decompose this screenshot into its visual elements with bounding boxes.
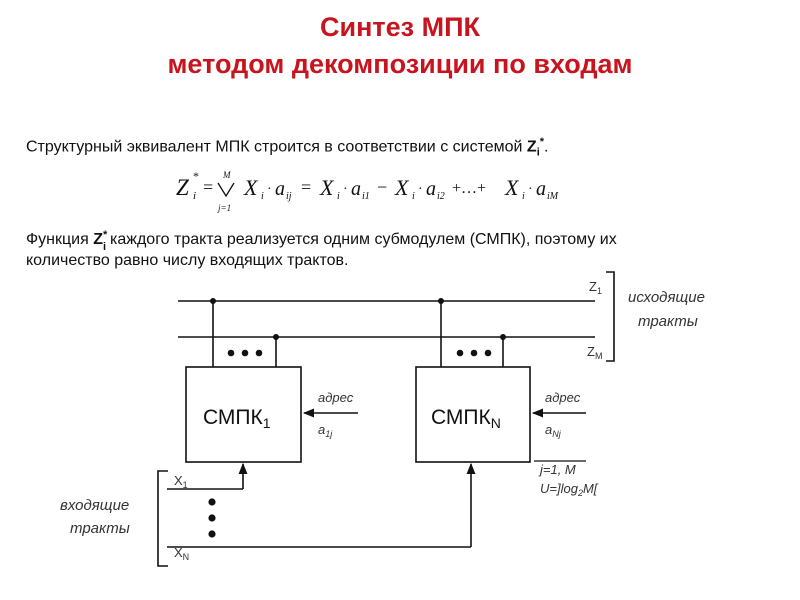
var-z: Z — [526, 138, 537, 156]
var-z-sub: i — [536, 146, 540, 159]
bits-label: $U=]\log_2M$[ — [540, 481, 598, 498]
paragraph-function-pre: Функция — [26, 231, 94, 248]
formula-lhs-sub: i — [193, 190, 197, 202]
ellipsis-dot — [228, 350, 235, 357]
x1-label: $X_1$ — [174, 473, 188, 490]
junction-zm-smpk1 — [273, 334, 279, 340]
ellipsis-dot — [242, 350, 249, 357]
formula-minus: − — [377, 177, 388, 197]
range-label: j=1, M — [540, 462, 576, 477]
period: . — [544, 138, 549, 156]
ellipsis-dot — [457, 350, 464, 357]
formula-lhs-sup: * — [193, 169, 199, 183]
ellipsis-dot — [208, 514, 215, 521]
a1j-label: $a_{1j}$ — [318, 422, 333, 439]
outgoing-brace — [606, 272, 614, 361]
paragraph-structural-text: Структурный эквивалент МПК строится в соответствии с системой — [26, 138, 527, 156]
formula-t1-x-sub: i — [337, 191, 340, 202]
xn-label: $X_N$ — [174, 545, 190, 562]
addr1-label: адрес — [318, 390, 354, 405]
incoming-brace — [158, 471, 168, 566]
paragraph-count: количество равно числу входящих трактов. — [26, 252, 349, 269]
formula-t1-a-sub: i1 — [362, 191, 370, 202]
formula-t2-x: X — [395, 175, 409, 200]
formula-t2-x-sub: i — [412, 191, 415, 202]
formula-term-x-sub: i — [261, 191, 264, 202]
formula-t1-x: X — [320, 175, 334, 200]
ellipsis-dot — [485, 350, 492, 357]
formula-or-bottom: j=1 — [218, 203, 232, 213]
title-line-1: Синтез МПК — [320, 12, 480, 42]
ellipsis-dot — [208, 498, 215, 505]
ellipsis-dot — [471, 350, 478, 357]
junction-zm-smpkn — [500, 334, 506, 340]
formula-plus-dots: +…+ — [452, 180, 487, 197]
var-z2: Z — [93, 231, 103, 248]
formula-t2-a: a — [426, 178, 436, 200]
formula-eq-2: = — [301, 177, 312, 197]
z1-label: $Z_1$ — [589, 279, 602, 296]
addrn-label: адрес — [545, 390, 581, 405]
smpkn-label: СМПКN — [431, 406, 501, 431]
formula-tm-x-sub: i — [522, 191, 525, 202]
paragraph-function-text: каждого тракта реализуется одним субмодулем (СМПК), поэтому их — [110, 231, 617, 248]
incoming-label-2: тракты — [70, 520, 130, 537]
formula-t1-a: a — [351, 178, 361, 200]
var-z-sup: * — [539, 136, 545, 148]
anj-label: $a_{Nj}$ — [545, 422, 561, 439]
formula-term-a-sub: ij — [286, 191, 292, 202]
formula-lhs: Z — [176, 175, 189, 200]
formula-dot-1: · — [267, 182, 272, 197]
formula-term-a: a — [275, 178, 285, 200]
formula-eq-1: = — [203, 177, 214, 197]
formula-term-x: X — [244, 175, 258, 200]
ellipsis-dot — [208, 530, 215, 537]
zm-label: $Z_M$ — [587, 344, 603, 361]
formula-or-top: M — [223, 170, 231, 180]
ellipsis-dot — [256, 350, 263, 357]
var-z2-sub: i — [103, 241, 107, 253]
smpk1-label: СМПК1 — [203, 406, 271, 431]
formula-dot-4: · — [528, 182, 533, 197]
formula-tm-a: a — [536, 178, 546, 200]
formula-tm-x: X — [505, 175, 519, 200]
formula-tm-a-sub: iM — [547, 191, 559, 202]
junction-z1-smpkn — [438, 298, 444, 304]
formula-t2-a-sub: i2 — [437, 191, 445, 202]
formula-dot-2: · — [343, 182, 348, 197]
title-line-2: методом декомпозиции по входам — [167, 49, 633, 79]
formula-dot-3: · — [418, 182, 423, 197]
outgoing-label-1: исходящие — [628, 289, 705, 306]
incoming-label-1: входящие — [60, 497, 130, 514]
var-z2-sup: * — [103, 229, 108, 241]
outgoing-label-2: тракты — [638, 313, 698, 330]
junction-z1-smpk1 — [210, 298, 216, 304]
